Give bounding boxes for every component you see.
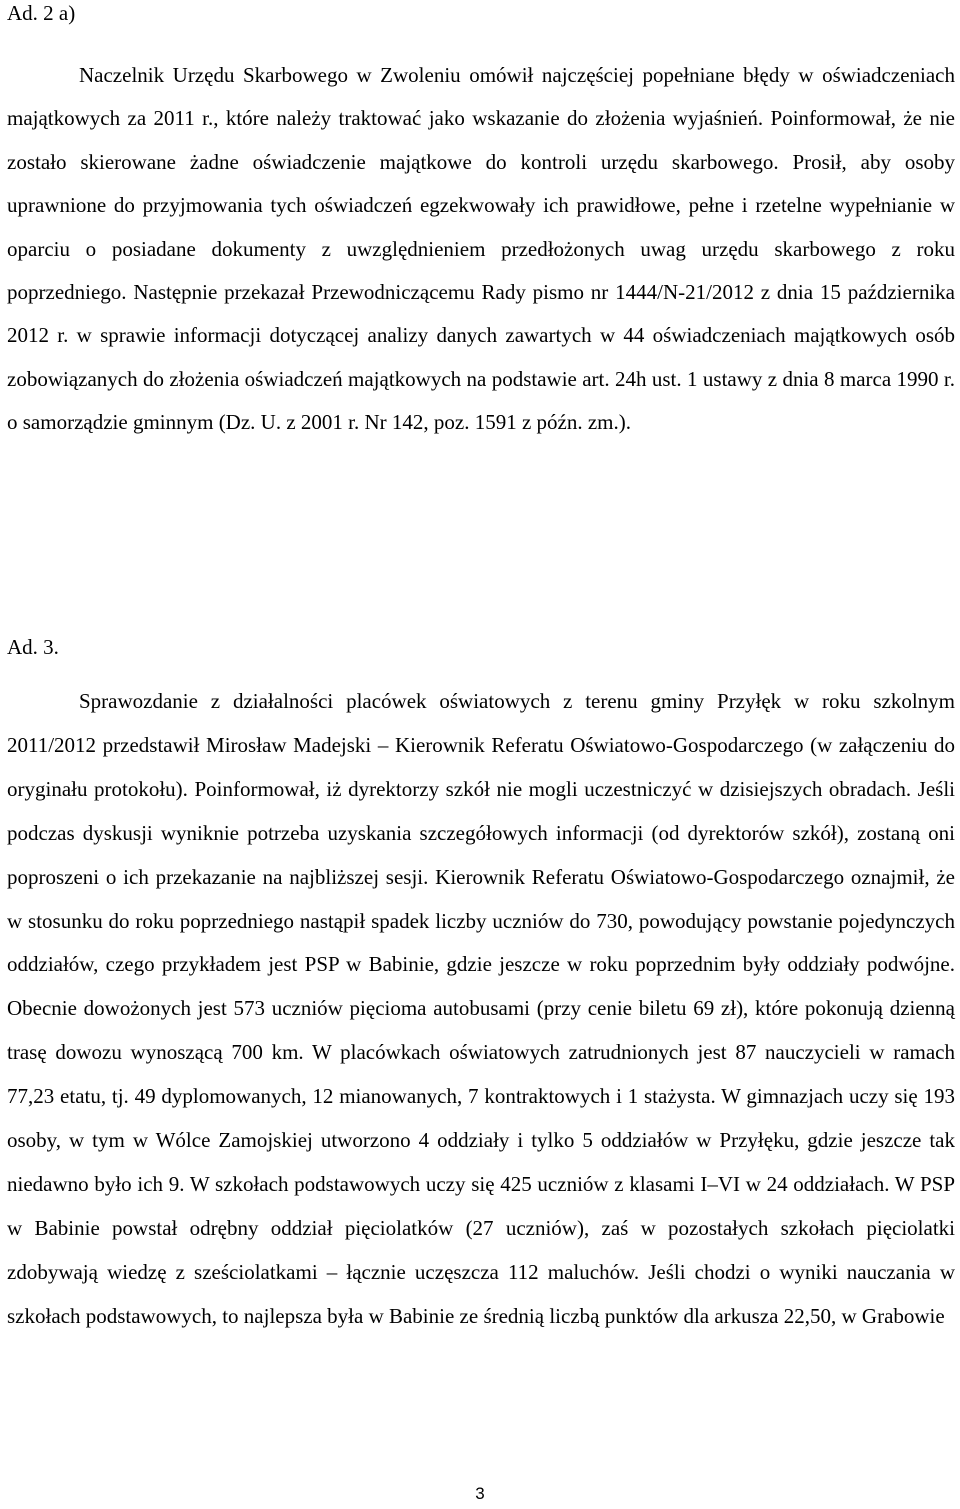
section-2-paragraph: Naczelnik Urzędu Skarbowego w Zwoleniu omówił najczęściej popełniane błędy w oświadczeniach majątkowych za 2011 r., które należy traktować jako wskazanie do złożenia wyjaśnień. Poinformował, że nie zostało skierowane żadne oświadczenie majątkowe do kontroli urzędu skarbowego. Prosił, aby osoby uprawnione do przyjmowania tych oświadczeń egzekwowały ich prawidłowe, pełne i rzetelne wypełnianie w oparciu o posiadane dokumenty z uwzględnieniem przedłożonych uwag urzędu skarbowego z roku poprzedniego. Następnie przekazał Przewodniczącemu Rady pismo nr 1444/N-21/2012 z dnia 15 października 2012 r. w sprawie informacji dotyczącej analizy danych zawartych w 44 oświadczeniach majątkowych osób zobowiązanych do złożenia oświadczeń majątkowych na podstawie art. 24h ust. 1 ustawy z dnia 8 marca 1990 r. o samorządzie gminnym (Dz. U. z 2001 r. Nr 142, poz. 1591 z późn. zm.). — [7, 63, 955, 435]
page-number: 3 — [475, 1484, 485, 1503]
section-2-heading: Ad. 2 a) — [7, 1, 76, 25]
section-3-heading: Ad. 3. — [7, 635, 59, 659]
section-3-paragraph: Sprawozdanie z działalności placówek oświatowych z terenu gminy Przyłęk w roku szkolnym 2011/2012 przedstawił Mirosław Madejski – Kierownik Referatu Oświatowo-Gospodarczego (w załączeniu do oryginału protokołu). Poinformował, iż dyrektorzy szkół nie mogli uczestniczyć w dzisiejszych obradach. Jeśli podczas dyskusji wyniknie potrzeba uzyskania szczegółowych informacji (od dyrektorów szkół), zostaną oni poproszeni o ich przekazanie na najbliższej sesji. Kierownik Referatu Oświatowo-Gospodarczego oznajmił, że w stosunku do roku poprzedniego nastąpił spadek liczby uczniów do 730, powodujący powstanie pojedynczych oddziałów, czego przykładem jest PSP w Babinie, gdzie jeszcze w roku poprzednim były oddziały podwójne. Obecnie dowożonych jest 573 uczniów pięcioma autobusami (przy cenie biletu 69 zł), które pokonują dzienną trasę dowozu wynoszącą 700 km. W placówkach oświatowych zatrudnionych jest 87 nauczycieli w ramach 77,23 etatu, tj. 49 dyplomowanych, 12 mianowanych, 7 kontraktowych i 1 stażysta. W gimnazjach uczy się 193 osoby, w tym w Wólce Zamojskiej utworzono 4 oddziały i tylko 5 oddziałów w Przyłęku, gdzie jeszcze tak niedawno było ich 9. W szkołach podstawowych uczy się 425 uczniów z klasami I–VI w 24 oddziałach. W PSP w Babinie powstał odrębny oddział pięciolatków (27 uczniów), zaś w pozostałych szkołach pięciolatki zdobywają wiedzę z sześciolatkami – łącznie uczęszcza 112 maluchów. Jeśli chodzi o wyniki nauczania w szkołach podstawowych, to najlepsza była w Babinie ze średnią liczbą punktów dla arkusza 22,50, w Grabowie — [7, 689, 955, 1328]
